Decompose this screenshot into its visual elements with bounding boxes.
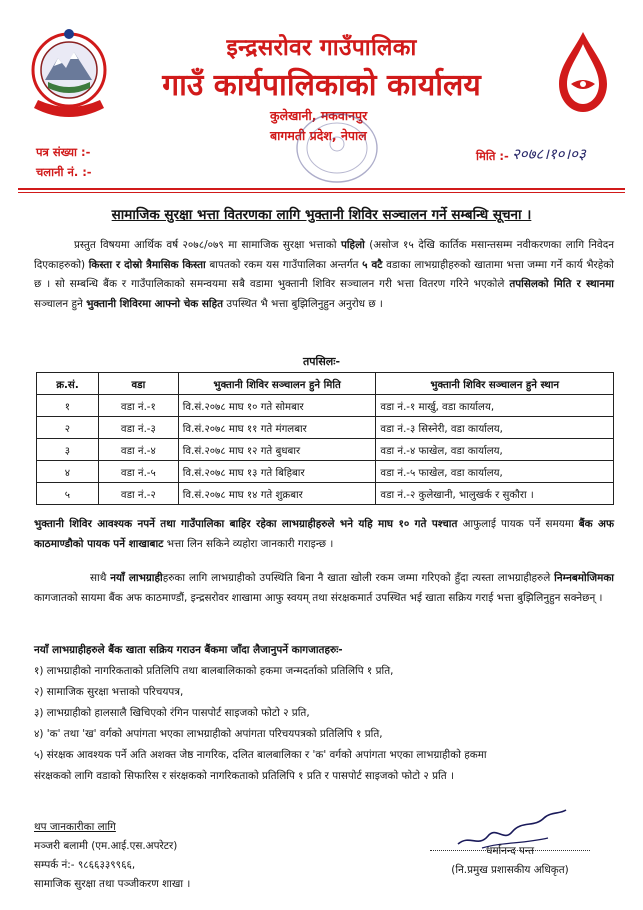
table-row — [37, 417, 614, 439]
intro-bold: तपसिलको मिति र स्थानमा — [509, 278, 614, 290]
date-label: मिति :- — [476, 149, 509, 163]
ward-cell: वडा नं.-३ — [98, 417, 178, 439]
note-bold: भुक्तानी शिविर आवश्यक नपर्ने तथा गाउँपालिका बाहिर रहेका लाभग्राहीहरुले भने यहि माघ १० गते पश्चात — [34, 518, 458, 530]
documents-heading: नयाँ लाभग्राहीहरुले बैंक खाता सक्रिय गराउन बैंकमा जाँदा लैजानुपर्ने कागजातहरुः- — [34, 644, 343, 656]
intro-text: सञ्चालन हुने — [34, 297, 87, 310]
venue-cell: वडा नं.-५ फाखेल, वडा कार्यालय, — [376, 461, 614, 483]
serial-cell: १ — [37, 395, 99, 417]
table-row — [37, 395, 614, 417]
intro-text: वडाका लाभग्राहीहरुको खातामा भत्ता जम्मा गर्ने कार्य भैरहेको छ । सो सम्बन्धि बैंक र गाउँपालिकाको समन्वयमा सबै वडामा भुक्तानी शिविर सञ्चालन गरी भत्ता वितरण गरिने भएकोले — [34, 258, 614, 290]
ward-cell: वडा नं.-२ — [98, 483, 178, 505]
new-beneficiary-text: साथै — [90, 572, 111, 584]
office-title: गाउँ कार्यपालिकाको कार्यालय — [162, 68, 481, 103]
contact-name: मञ्जरी बलामी (एम.आई.एस.अपरेटर) — [34, 840, 178, 852]
list-item: २) सामाजिक सुरक्षा भत्ताको परिचयपत्र, — [34, 686, 184, 698]
table-row — [37, 461, 614, 483]
address-line-1: कुलेखानी, मकवानपुर — [270, 108, 368, 123]
list-item: ५) संरक्षक आवश्यक पर्ने अति अशक्त जेष्ठ नागरिक, दलित बालबालिका र 'क' वर्गको अपांगता भएका लाभग्राहीको हकमा — [34, 749, 487, 761]
signatory-name: धर्मानन्द पन्त — [485, 845, 535, 857]
payment-camp-schedule-table — [36, 372, 614, 505]
list-item: ४) 'क' तथा 'ख' वर्गको अपांगता भएका लाभग्राहीको अपांगता परिचयपत्रको प्रतिलिपि १ प्रति, — [34, 728, 383, 740]
signatory-designation: (नि.प्रमुख प्रशासकीय अधिकृत) — [451, 864, 569, 876]
column-header: क्र.सं. — [37, 373, 99, 395]
notice-subject: सामाजिक सुरक्षा भत्ता वितरणका लागि भुक्तानी शिविर सञ्चालन गर्ने सम्बन्धि सूचना । — [111, 207, 532, 223]
intro-bold: भुक्तानी शिविरमा आफ्नो चेक सहित — [86, 297, 224, 310]
date-cell: वि.सं.२०७८ माघ १० गते सोमबार — [178, 395, 376, 417]
venue-cell: वडा नं.-२ कुलेखानी, भालुखर्क र सुकौरा । — [376, 483, 614, 505]
serial-cell: ४ — [37, 461, 99, 483]
table-header-row — [37, 373, 614, 395]
column-header: वडा — [98, 373, 178, 395]
chalani-label: चलानी नं. :- — [36, 165, 92, 179]
signatory-block — [410, 842, 610, 880]
contact-phone: सम्पर्क नं:- ९८६६३३९९६६, — [34, 859, 136, 871]
note-text: भत्ता लिन सकिने व्यहोरा जानकारी गराइन्छ । — [163, 537, 334, 550]
intro-text: प्रस्तुत विषयमा आर्थिक वर्ष २०७८/०७९ मा सामाजिक सुरक्षा भत्ताको — [74, 239, 341, 251]
date-cell: वि.सं.२०७८ माघ १३ गते बिहिबार — [178, 461, 376, 483]
address-line-2: बागमती प्रदेश, नेपाल — [270, 128, 367, 143]
office-stamp — [292, 108, 382, 188]
header-divider-thin — [18, 192, 625, 193]
list-item: संरक्षकको लागि वडाको सिफारिस र संरक्षकको नागरिकताको प्रतिलिपि १ प्रति र पासपोर्ट साइजको फोटो २ प्रति । — [34, 770, 454, 782]
new-beneficiary-bold: नयाँ लाभग्राही — [110, 572, 163, 584]
venue-cell: वडा नं.-१ मार्खु, वडा कार्यालय, — [376, 395, 614, 417]
table-row — [37, 439, 614, 461]
tapasil-label: तपसिलः- — [302, 355, 341, 368]
date-cell: वि.सं.२०७८ माघ ११ गते मंगलबार — [178, 417, 376, 439]
serial-cell: २ — [37, 417, 99, 439]
intro-bold: ५ वटै — [362, 258, 383, 271]
column-header: भुक्तानी शिविर सञ्चालन हुने स्थान — [376, 373, 614, 395]
required-documents-list — [34, 640, 624, 787]
new-beneficiary-text: हरुका लागि लाभग्राहीको उपस्थिति बिना नै खाता खोली रकम जम्मा गरिएको हुँदा त्यस्ता लाभग्राहीहरुले — [162, 572, 555, 584]
date-cell: वि.सं.२०७८ माघ १४ गते शुक्रबार — [178, 483, 376, 505]
new-beneficiary-text: कागजातको सायमा बैंक अफ काठमाण्डौं, इन्द्रसरोवर शाखामा आफु स्वयम् तथा संरक्षकमार्त उपस्थित भई खाता सक्रिय गराई भत्ता बुझिलिनुहुन सक्नेछन् । — [34, 591, 603, 604]
note-text: आफुलाई पायक पर्ने समयमा — [457, 518, 579, 530]
ward-cell: वडा नं.-४ — [98, 439, 178, 461]
ward-cell: वडा नं.-१ — [98, 395, 178, 417]
intro-paragraph — [34, 236, 614, 314]
venue-cell: वडा नं.-४ फाखेल, वडा कार्यालय, — [376, 439, 614, 461]
new-beneficiary-paragraph — [34, 569, 614, 608]
intro-text: उपस्थित भै भत्ता बुझिलिनुहुन अनुरोध छ । — [223, 297, 383, 310]
municipality-title: इन्द्रसरोवर गाउँपालिका — [226, 35, 417, 61]
outside-beneficiary-note — [34, 515, 614, 554]
intro-text: (असोज १५ देखि कार्तिक मसान्तसम्म नवीकरणका लागि निवेदन दिएकाहरुको) — [34, 239, 614, 271]
serial-cell: ३ — [37, 439, 99, 461]
venue-cell: वडा नं.-३ सिस्नेरी, वडा कार्यालय, — [376, 417, 614, 439]
note-bold: बैंक अफ काठमाण्डौको पायक पर्ने शाखाबाट — [34, 518, 615, 550]
ward-cell: वडा नं.-५ — [98, 461, 178, 483]
new-beneficiary-bold: निम्नबमोजिमका — [554, 572, 614, 584]
contact-section: सामाजिक सुरक्षा तथा पञ्जीकरण शाखा । — [34, 878, 191, 890]
table-row — [37, 483, 614, 505]
list-item: ३) लाभग्राहीको हालसालै खिचिएको रंगिन पासपोर्ट साइजको फोटो २ प्रति, — [34, 707, 310, 719]
intro-text: बापतको रकम यस गाउँपालिका अन्तर्गत — [205, 258, 363, 271]
contact-block — [34, 818, 190, 894]
date-cell: वि.सं.२०७८ माघ १२ गते बुधबार — [178, 439, 376, 461]
date-value: २०७८।१०।०३ — [512, 145, 586, 163]
list-item: १) लाभग्राहीको नागरिकताको प्रतिलिपि तथा बालबालिकाको हकमा जन्मदर्ताको प्रतिलिपि १ प्रति, — [34, 665, 394, 677]
patra-sankhya-label: पत्र संख्या :- — [36, 145, 91, 159]
header-divider — [18, 188, 625, 190]
serial-cell: ५ — [37, 483, 99, 505]
column-header: भुक्तानी शिविर सञ्चालन हुने मिति — [178, 373, 376, 395]
contact-heading: थप जानकारीका लागि — [34, 821, 116, 833]
intro-bold: किस्ता र दोस्रो त्रैमासिक किस्ता — [88, 258, 206, 271]
intro-bold: पहिलो — [340, 239, 365, 251]
